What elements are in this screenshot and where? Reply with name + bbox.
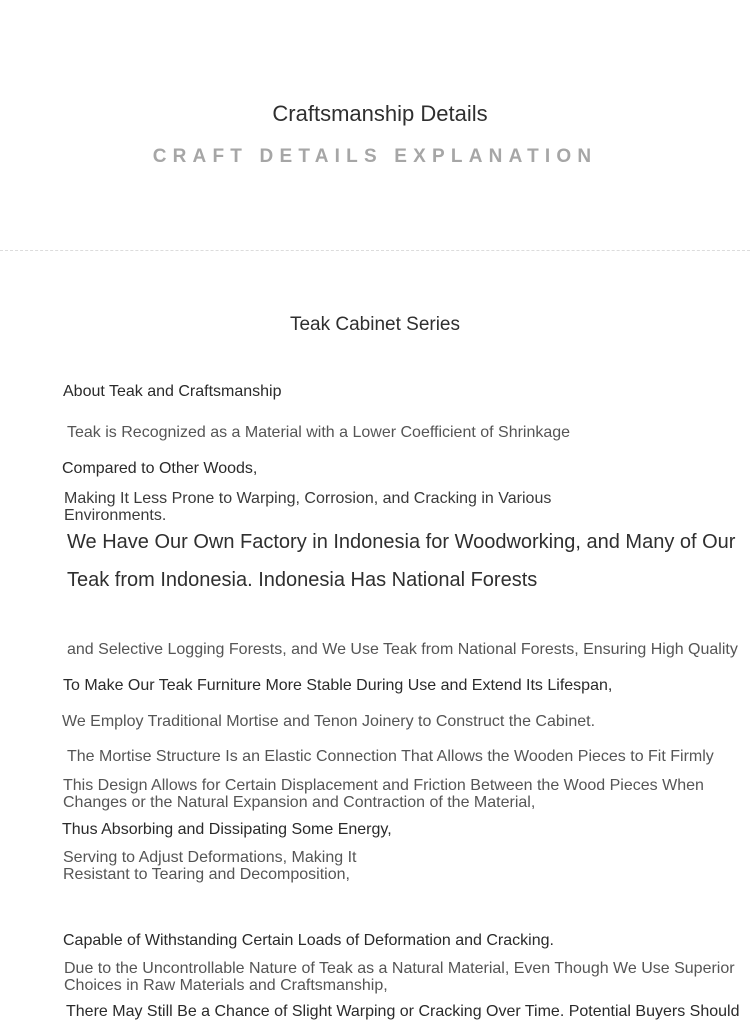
paragraph-block	[63, 849, 356, 883]
paragraph-line: Resistant to Tearing and Decomposition,	[63, 866, 350, 883]
paragraph-heading: About Teak and Craftsmanship	[63, 383, 282, 400]
paragraph-line: We Employ Traditional Mortise and Tenon Joinery to Construct the Cabinet.	[62, 713, 596, 730]
paragraph-line: Compared to Other Woods,	[62, 460, 258, 477]
paragraph-line: Capable of Withstanding Certain Loads of Deformation and Cracking.	[63, 932, 554, 949]
paragraph-line: Choices in Raw Materials and Craftsmanship,	[64, 977, 388, 994]
paragraph-line-large: Teak from Indonesia. Indonesia Has National Forests	[67, 569, 538, 591]
paragraph-line: Teak is Recognized as a Material with a Lower Coefficient of Shrinkage	[67, 424, 571, 441]
paragraph-line-large: We Have Our Own Factory in Indonesia for Woodworking, and Many of Our	[67, 531, 736, 553]
section-title: Teak Cabinet Series	[289, 314, 461, 335]
paragraph-line: To Make Our Teak Furniture More Stable During Use and Extend Its Lifespan,	[63, 677, 613, 694]
page-subtitle: CRAFT DETAILS EXPLANATION	[152, 146, 598, 167]
paragraph-line: Thus Absorbing and Dissipating Some Energy,	[62, 821, 392, 838]
paragraph-line: This Design Allows for Certain Displacement and Friction Between the Wood Pieces When	[63, 777, 704, 794]
page-title: Craftsmanship Details	[272, 101, 488, 126]
paragraph-line: Due to the Uncontrollable Nature of Teak as a Natural Material, Even Though We Use Superior	[64, 960, 735, 977]
paragraph-line: Environments.	[64, 507, 167, 524]
paragraph-line: Making It Less Prone to Warping, Corrosion, and Cracking in Various	[64, 490, 552, 507]
paragraph-line: Changes or the Natural Expansion and Contraction of the Material,	[63, 794, 536, 811]
paragraph-block	[63, 777, 704, 811]
section-divider	[0, 250, 750, 251]
paragraph-block	[64, 490, 551, 524]
paragraph-line: Serving to Adjust Deformations, Making It	[63, 849, 357, 866]
paragraph-line: There May Still Be a Chance of Slight Warping or Cracking Over Time. Potential Buyers Should	[66, 1003, 740, 1020]
paragraph-line: and Selective Logging Forests, and We Use Teak from National Forests, Ensuring High Quality	[67, 641, 738, 658]
paragraph-block	[64, 960, 735, 994]
paragraph-line: The Mortise Structure Is an Elastic Connection That Allows the Wooden Pieces to Fit Firmly	[67, 748, 714, 765]
